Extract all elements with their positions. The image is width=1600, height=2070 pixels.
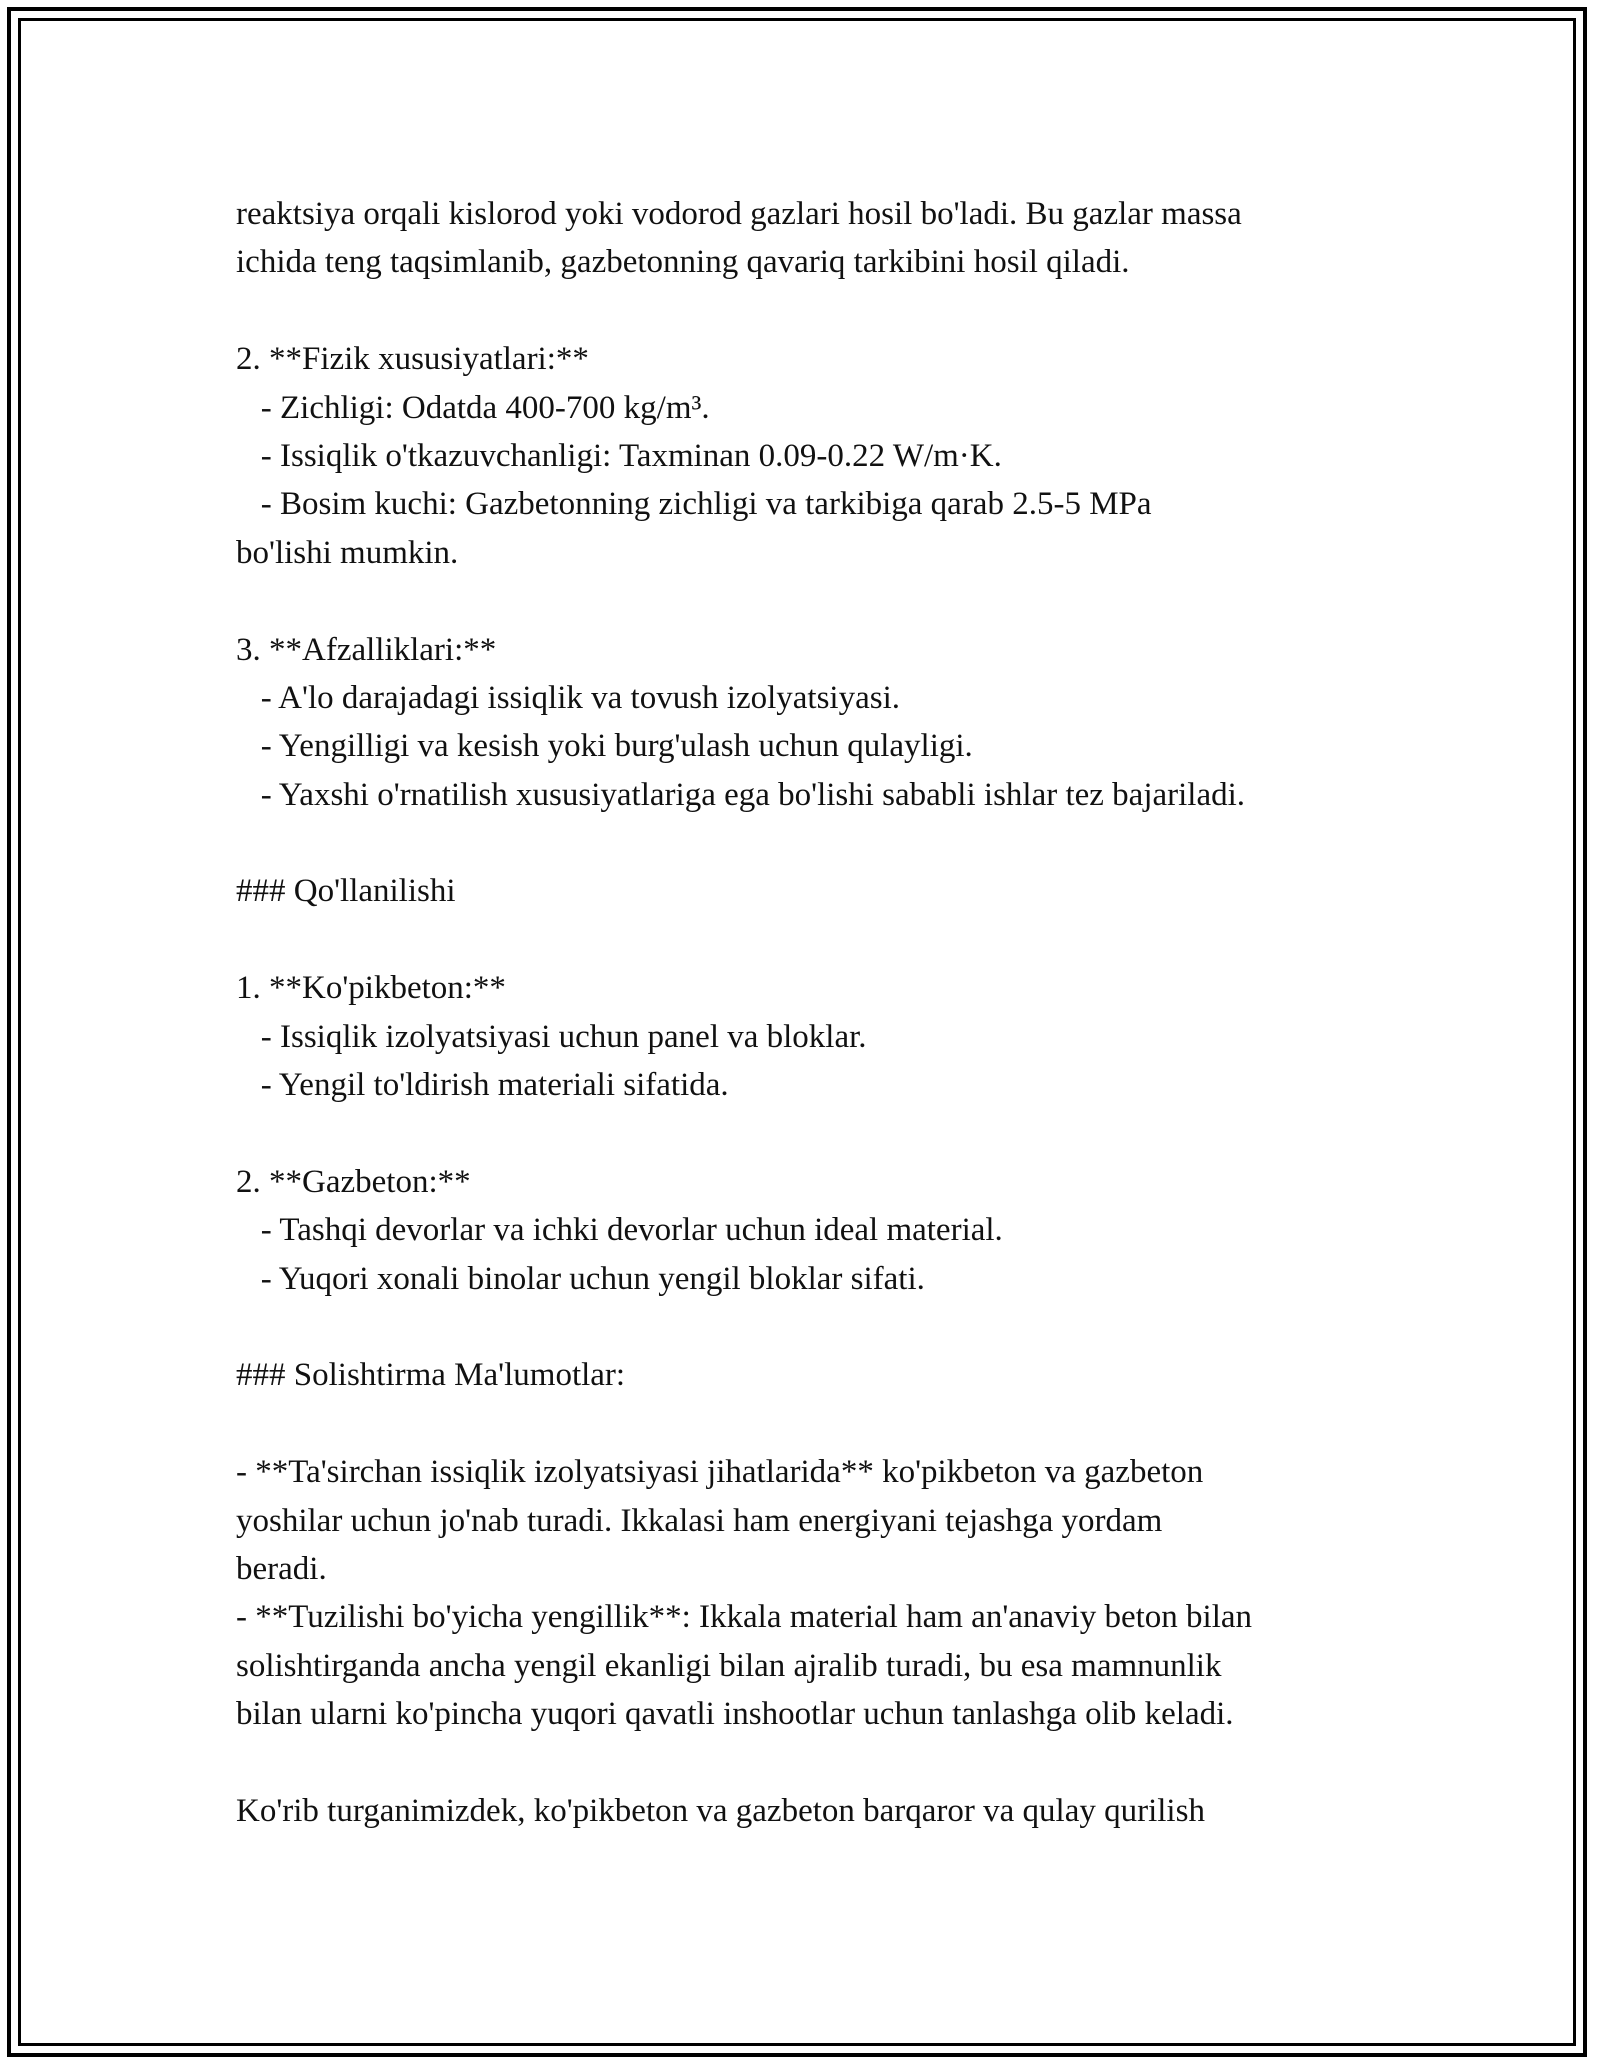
text-line: ichida teng taqsimlanib, gazbetonning qavariq tarkibini hosil qiladi. [236,244,1130,281]
blank-line [236,1739,1416,1787]
text-line: reaktsiya orqali kislorod yoki vodorod gazlari hosil bo'ladi. Bu gazlar massa [236,196,1242,232]
list-item: - Zichligi: Odatda 400-700 kg/m³. [236,389,710,426]
text-line: beradi. [236,1550,327,1587]
section-heading: ### Qo'llanilishi [236,873,456,910]
blank-line [236,1109,1416,1157]
document-body [236,190,1416,1835]
list-item: - A'lo darajadagi issiqlik va tovush izolyatsiyasi. [236,679,901,716]
text-line: yoshilar uchun jo'nab turadi. Ikkalasi ham energiyani tejashga yordam [236,1502,1163,1539]
blank-line [236,819,1416,867]
list-heading: 3. **Afzalliklari:** [236,631,497,668]
section-heading: ### Solishtirma Ma'lumotlar: [236,1357,626,1394]
text-line: bo'lishi mumkin. [236,534,459,571]
blank-line [236,287,1416,335]
blank-line [236,577,1416,625]
list-item: - Issiqlik izolyatsiyasi uchun panel va bloklar. [236,1018,867,1055]
list-item: - Yaxshi o'rnatilish xususiyatlariga ega bo'lishi sababli ishlar tez bajariladi. [236,776,1246,813]
list-heading: 1. **Ko'pikbeton:** [236,970,506,1007]
blank-line [236,916,1416,964]
list-heading: 2. **Gazbeton:** [236,1163,471,1200]
list-item: - Yengilligi va kesish yoki burg'ulash uchun qulayligi. [236,728,973,765]
list-item: - Yuqori xonali binolar uchun yengil bloklar sifati. [236,1260,925,1297]
list-item: - Bosim kuchi: Gazbetonning zichligi va tarkibiga qarab 2.5-5 MPa [236,486,1152,523]
list-item: - Issiqlik o'tkazuvchanligi: Taxminan 0.09-0.22 W/m·K. [236,437,1002,474]
list-heading: 2. **Fizik xususiyatlari:** [236,341,589,378]
list-item: - Tashqi devorlar va ichki devorlar uchun ideal material. [236,1212,1003,1249]
blank-line [236,1400,1416,1448]
list-item: - **Ta'sirchan issiqlik izolyatsiyasi jihatlarida** ko'pikbeton va gazbeton [236,1454,1204,1491]
list-item: - Yengil to'ldirish materiali sifatida. [236,1067,729,1104]
text-line: bilan ularni ko'pincha yuqori qavatli inshootlar uchun tanlashga olib keladi. [236,1696,1234,1733]
blank-line [236,1303,1416,1351]
text-line: Ko'rib turganimizdek, ko'pikbeton va gazbeton barqaror va qulay qurilish [236,1792,1205,1829]
list-item: - **Tuzilishi bo'yicha yengillik**: Ikkala material ham an'anaviy beton bilan [236,1599,1253,1636]
text-line: solishtirganda ancha yengil ekanligi bilan ajralib turadi, bu esa mamnunlik [236,1647,1222,1684]
